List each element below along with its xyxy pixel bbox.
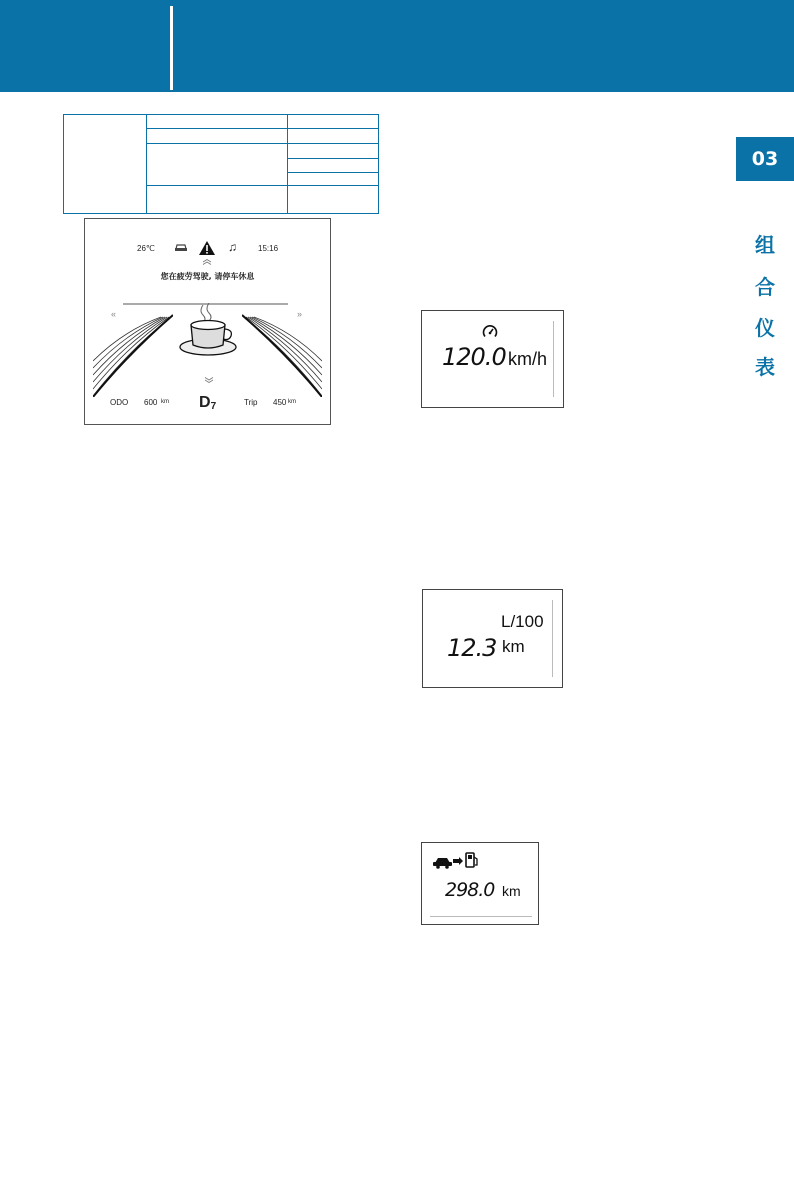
odo-unit: km [161,399,169,405]
coffee-cup-icon [177,303,239,357]
trip-value: 450 [273,398,287,407]
chapter-title-char: 组 [755,233,775,257]
warning-icon [198,240,216,256]
gear-number: 7 [210,401,217,412]
speed-unit: km/h [508,349,548,369]
spec-table [63,114,379,214]
table-col-line [146,115,147,213]
table-row-line [146,143,378,144]
header-divider [170,6,173,90]
range-value: 298.0 [445,879,495,901]
range-display [421,842,539,925]
trip-label: Trip [244,398,258,407]
odo-label: ODO [110,398,129,407]
fuel-consumption-display [422,589,563,688]
car-icon [174,243,188,253]
table-row-line [146,128,378,129]
consumption-value: 12.3 [447,634,497,662]
car-icon [433,856,453,869]
road-lines-right [242,311,322,397]
consumption-unit-top: L/100 [501,612,544,631]
speed-display [421,310,564,408]
chevron-right-icon: » [297,309,303,319]
chapter-title-char: 合 [755,275,775,299]
cluster-fatigue-figure [84,218,331,425]
table-row-line [287,158,378,159]
music-note-icon: ♫ [228,240,237,254]
fuel-pump-icon [465,852,479,868]
chapter-number-tab[interactable]: 03 [736,137,794,181]
speed-value: 120.0 [442,343,506,371]
arrow-right-icon [453,856,463,866]
odo-value: 600 [144,398,158,407]
lcd-edge [553,321,554,397]
range-unit: km [502,883,521,899]
gear-indicator [199,394,216,412]
chevron-down-icon [204,377,214,383]
chevron-up-icon [202,259,212,265]
chapter-title-char: 仪 [755,316,775,340]
page-header [0,0,794,92]
temperature-readout: 26℃ [137,244,155,253]
lcd-edge [430,916,532,917]
chapter-title-char: 表 [755,355,775,379]
fatigue-message: 您在疲劳驾驶, 请停车休息 [160,272,255,281]
chevron-left-icon: « [111,309,117,319]
lcd-edge [552,600,553,677]
gear-letter: D [199,394,211,411]
time-readout: 15:16 [258,244,279,253]
table-row-line [287,172,378,173]
speedometer-icon [482,324,498,340]
table-col-line [287,115,288,213]
trip-unit: km [288,399,296,405]
consumption-unit-bottom: km [502,637,525,656]
road-lines-left [93,311,173,397]
table-row-line [146,185,378,186]
